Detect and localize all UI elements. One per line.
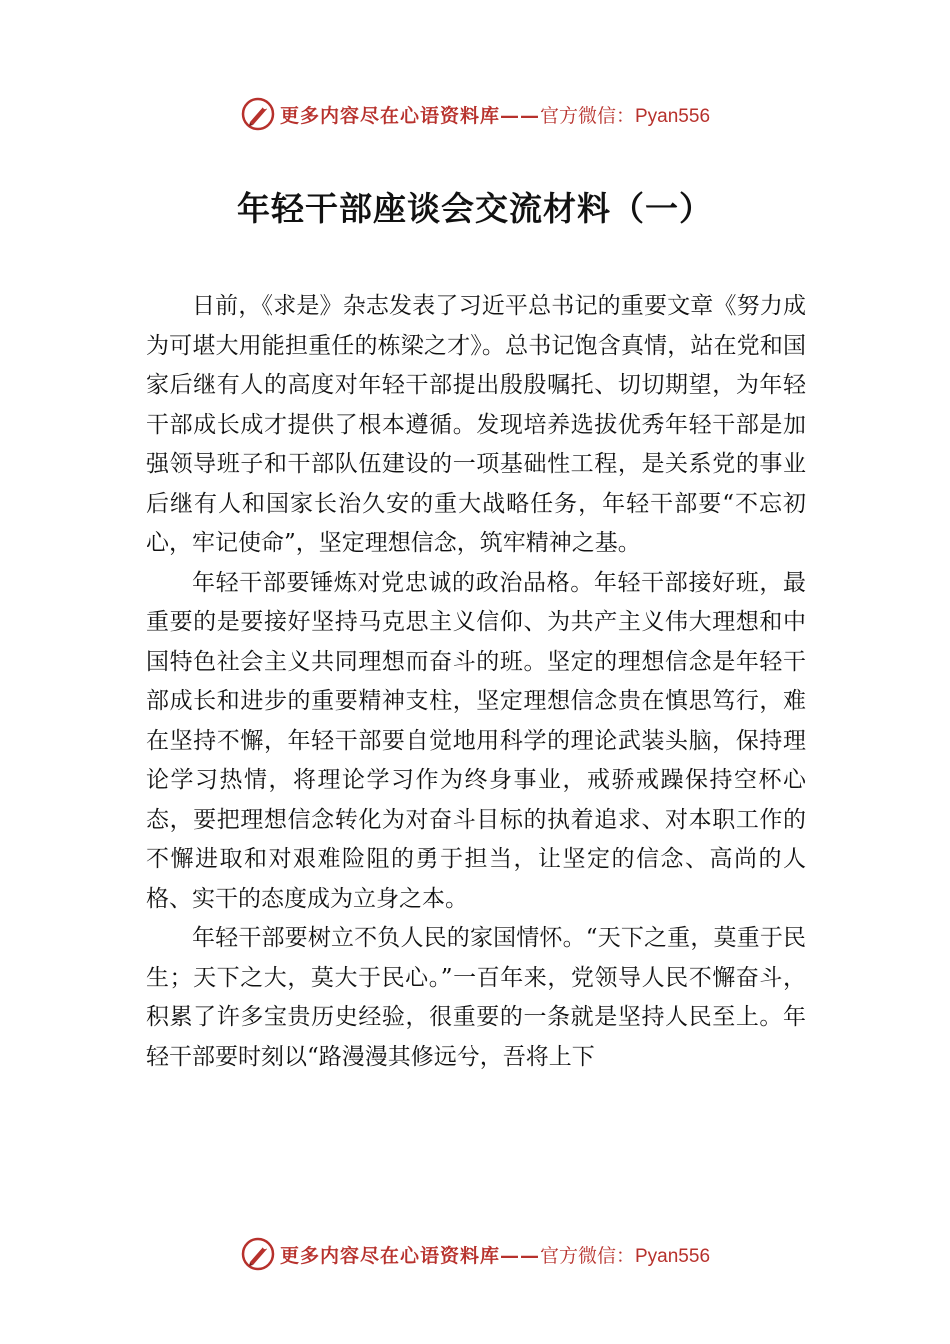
pen-logo-icon	[240, 1236, 276, 1272]
header-watermark	[0, 92, 950, 136]
paragraph-3: 年轻干部要树立不负人民的家国情怀。“天下之重，莫重于民生；天下之大，莫大于民心。”一百年来，党领导人民不懈奋斗，积累了许多宝贵历史经验，很重要的一条就是坚持人民至上。年轻干部要时刻以“路漫漫其修远兮，吾将上下	[146, 925, 806, 1070]
watermark-text: 更多内容尽在心语资料库——官方微信：Pyan556	[279, 1244, 711, 1267]
document-title: 年轻干部座谈会交流材料（一）	[237, 189, 713, 228]
footer-watermark	[0, 1232, 950, 1276]
watermark-text: 更多内容尽在心语资料库——官方微信：Pyan556	[279, 104, 711, 127]
paragraph-2: 年轻干部要锤炼对党忠诚的政治品格。年轻干部接好班，最重要的是要接好坚持马克思主义信仰、为共产主义伟大理想和中国特色社会主义共同理想而奋斗的班。坚定的理想信念是年轻干部成长和进步的重要精神支柱，坚定理想信念贵在慎思笃行，难在坚持不懈，年轻干部要自觉地用科学的理论武装头脑，保持理论学习热情，将理论学习作为终身事业，戒骄戒躁保持空杯心态，要把理想信念转化为对奋斗目标的执着追求、对本职工作的不懈进取和对艰难险阻的勇于担当，让坚定的信念、高尚的人格、实干的态度成为立身之本。	[146, 569, 806, 912]
paragraph-1: 日前，《求是》杂志发表了习近平总书记的重要文章《努力成为可堪大用能担重任的栋梁之才》。总书记饱含真情，站在党和国家后继有人的高度对年轻干部提出殷殷嘱托、切切期望，为年轻干部成长成才提供了根本遵循。发现培养选拔优秀年轻干部是加强领导班子和干部队伍建设的一项基础性工程，是关系党的事业后继有人和国家长治久安的重大战略任务，年轻干部要“不忘初心，牢记使命”，坚定理想信念，筑牢精神之基。	[146, 293, 806, 556]
document-body	[146, 287, 806, 1077]
pen-logo-icon	[240, 96, 276, 132]
